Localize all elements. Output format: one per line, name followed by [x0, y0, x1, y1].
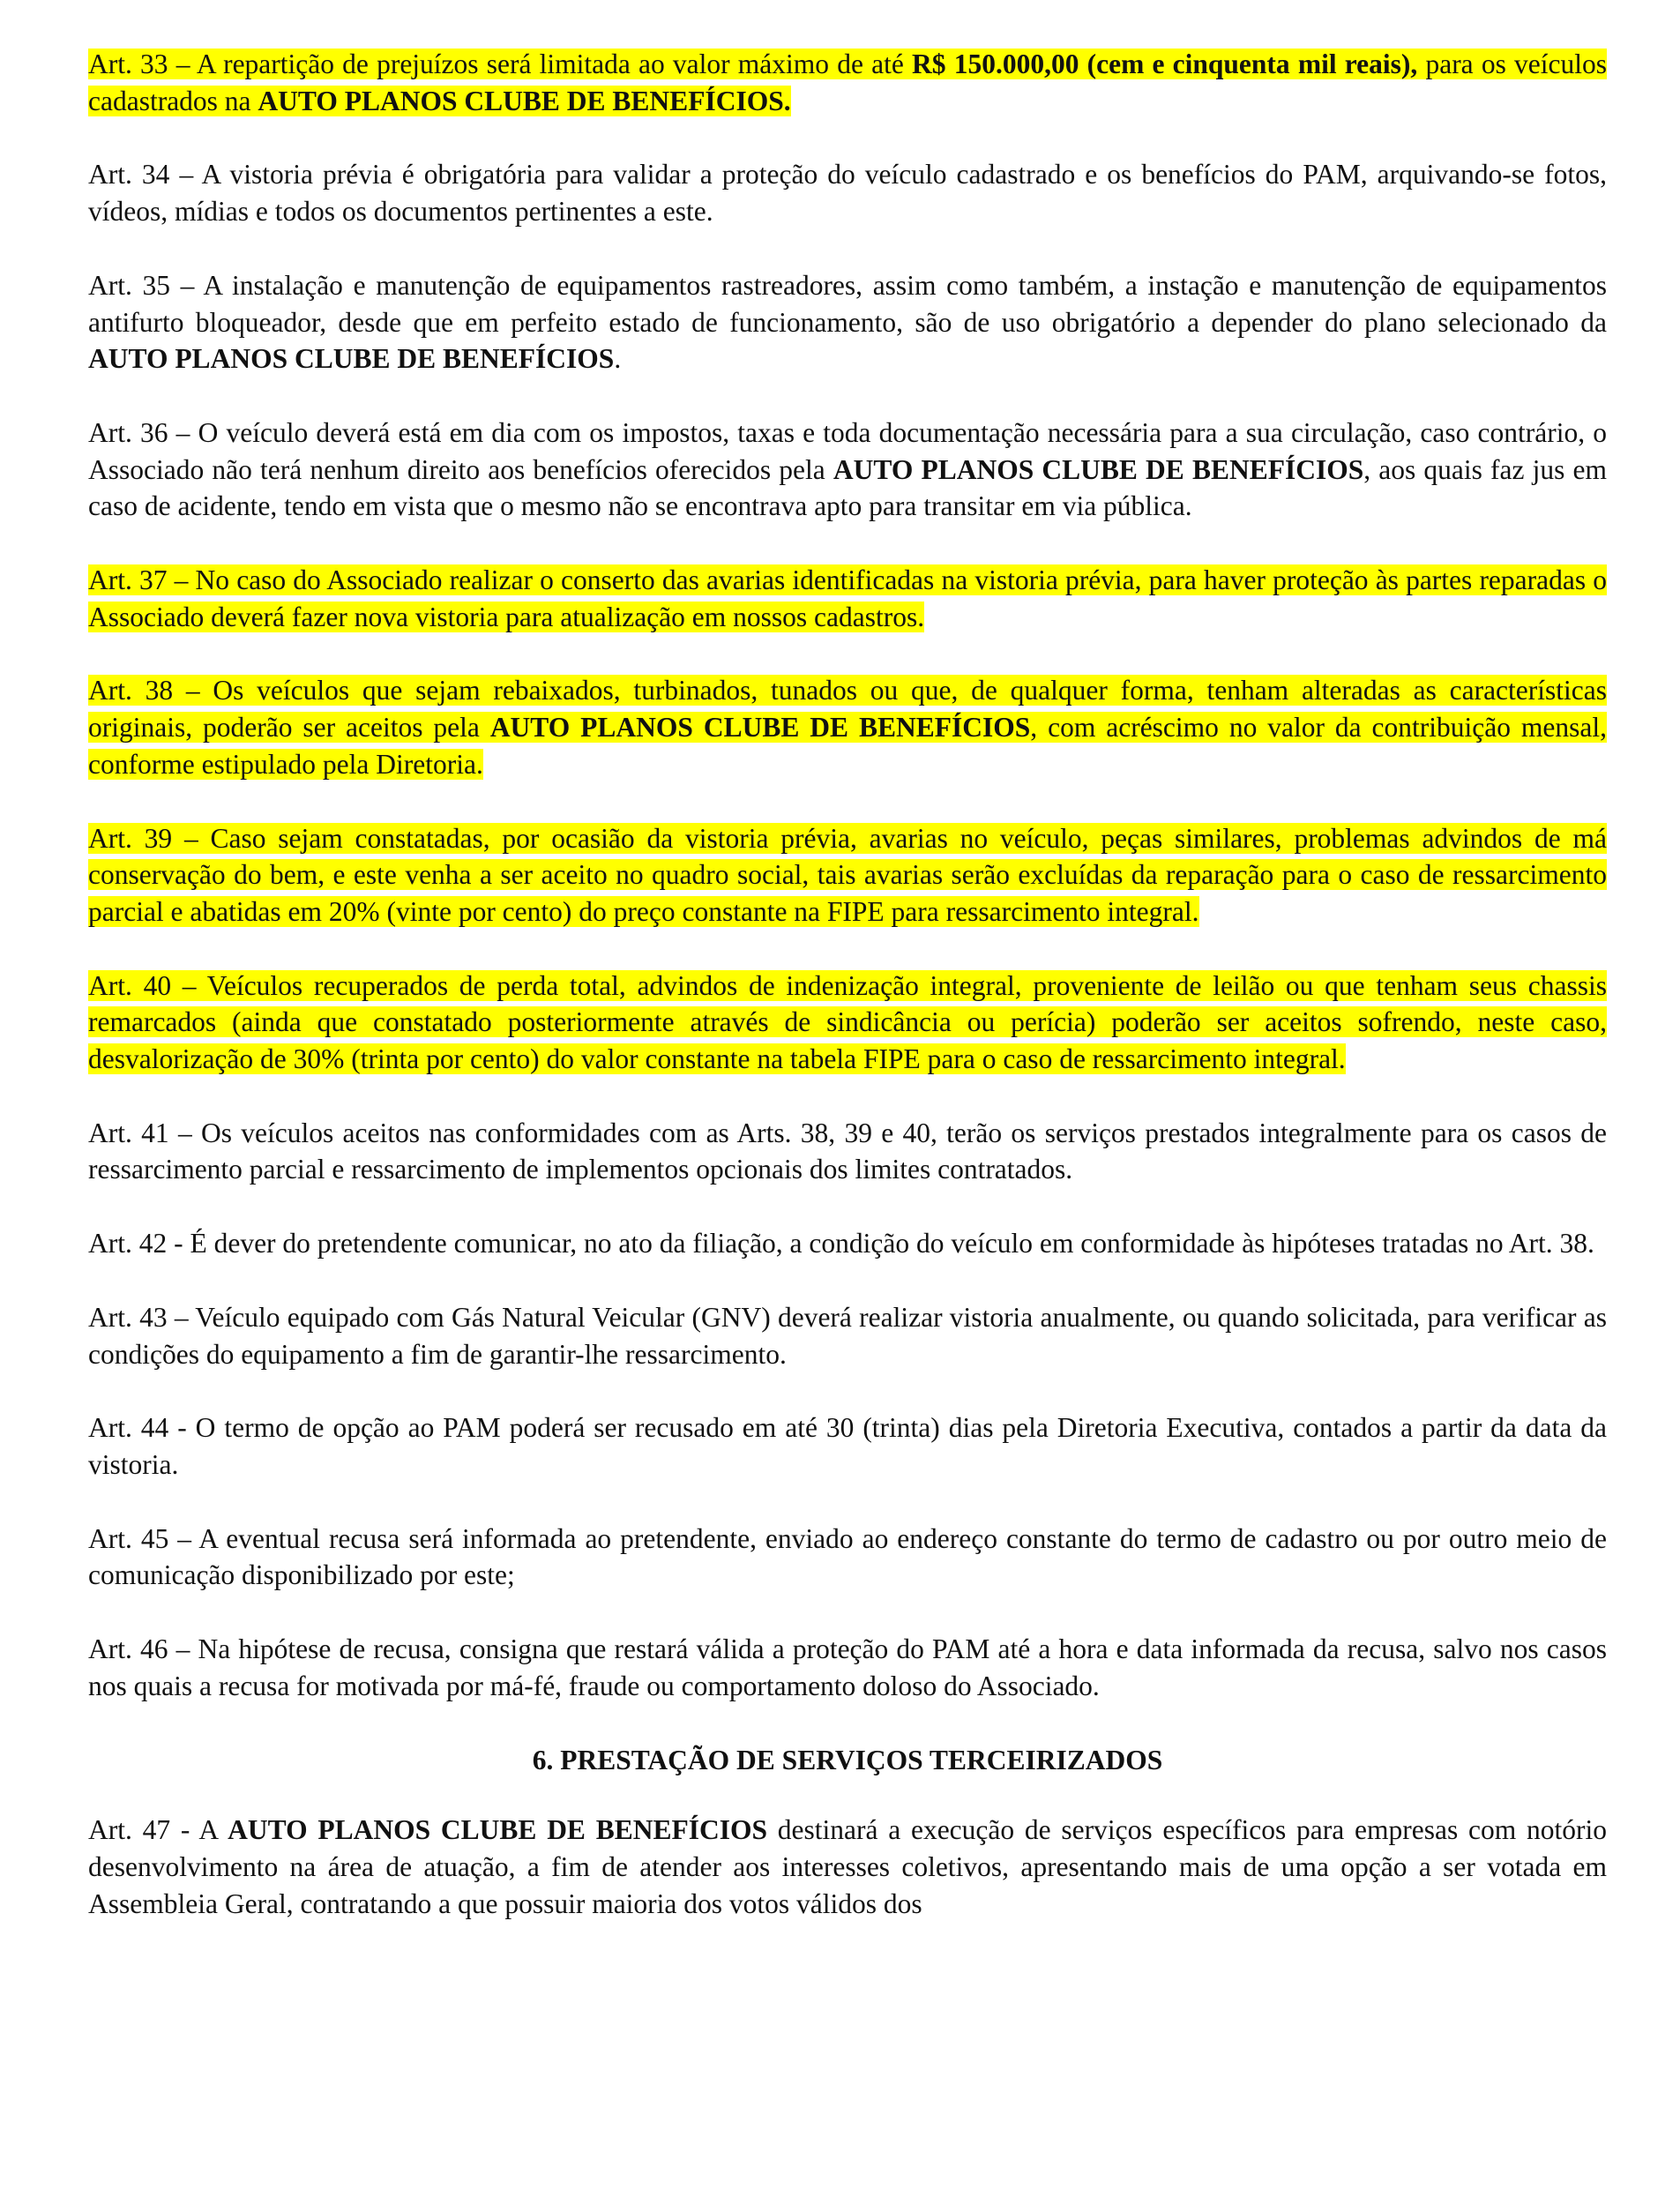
text-segment: Art. 38 – Os veículos que sejam rebaixados, turbinados, tunados ou que, de qualquer forma, tenham alteradas as características originais, poderão ser aceitos pela — [88, 675, 1607, 744]
text-segment: . — [614, 343, 622, 375]
text-segment: Art. 36 – O veículo deverá está em dia com os impostos, taxas e toda documentação necessária para a sua circulação, caso contrário, o Associado não terá nenhum direito aos benefícios oferecidos pela — [88, 416, 1607, 485]
highlighted-text — [88, 564, 1607, 632]
paragraph-text — [88, 159, 1607, 227]
text-segment: Art. 33 – A repartição de prejuízos será limitada ao valor máximo de até — [88, 49, 913, 79]
text-segment: Art. 43 – Veículo equipado com Gás Natural Veicular (GNV) deverá realizar vistoria anualmente, ou quando solicitada, para verificar as condições do equipamento a fim de garantir-lhe ressarcimento. — [88, 1301, 1607, 1370]
text-segment: , com acréscimo no valor da contribuição mensal, conforme estipulado pela Diretoria. — [88, 712, 1607, 780]
article-paragraph — [88, 267, 1607, 377]
paragraph-text — [88, 417, 1607, 521]
article-paragraph — [88, 1631, 1607, 1704]
bold-text: AUTO PLANOS CLUBE DE BENEFÍCIOS — [88, 343, 615, 375]
articles-list — [88, 46, 1607, 1705]
bold-text: AUTO PLANOS CLUBE DE BENEFÍCIOS — [228, 1814, 768, 1846]
paragraph-text — [88, 1633, 1607, 1701]
section-heading: 6. PRESTAÇÃO DE SERVIÇOS TERCEIRIZADOS — [532, 1744, 1163, 1775]
text-segment: Art. 45 – A eventual recusa será informada ao pretendente, enviado ao endereço constante do termo de cadastro ou por outro meio de comunicação disponibilizado por este; — [88, 1522, 1607, 1591]
text-segment: Art. 47 - A — [88, 1814, 228, 1846]
highlighted-text — [88, 49, 1607, 116]
bold-text: AUTO PLANOS CLUBE DE BENEFÍCIOS. — [258, 85, 791, 116]
paragraph-text — [88, 270, 1607, 374]
article-paragraph — [88, 46, 1607, 119]
text-segment: para os veículos cadastrados na — [88, 49, 1607, 116]
bold-text: AUTO PLANOS CLUBE DE BENEFÍCIOS — [489, 712, 1031, 744]
paragraph-text — [88, 1302, 1607, 1370]
paragraph-text — [88, 1228, 1594, 1259]
bold-text: R$ 150.000,00 (cem e cinquenta mil reais), — [912, 49, 1418, 79]
highlighted-text — [88, 970, 1607, 1074]
paragraph-text — [88, 1412, 1607, 1480]
article-paragraph — [88, 820, 1607, 931]
article-paragraph — [88, 1812, 1607, 1922]
article-paragraph — [88, 1115, 1607, 1188]
article-paragraph — [88, 968, 1607, 1078]
text-segment: Art. 37 – No caso do Associado realizar o conserto das avarias identificadas na vistoria prévia, para haver proteção às partes reparadas o Associado deverá fazer nova vistoria para atualização em nossos cadastros. — [88, 564, 1607, 632]
text-segment: Art. 44 - O termo de opção ao PAM poderá ser recusado em até 30 (trinta) dias pela Diretoria Executiva, contados a partir da data da vistoria. — [88, 1412, 1607, 1480]
text-segment: Art. 41 – Os veículos aceitos nas conformidades com as Arts. 38, 39 e 40, terão os serviços prestados integralmente para os casos de ressarcimento parcial e ressarcimento de implementos opcionais dos limites contratados. — [88, 1117, 1607, 1185]
article-paragraph — [88, 562, 1607, 635]
text-segment: , aos quais faz jus em caso de acidente, tendo em vista que o mesmo não se encontrava apto para transitar em via pública. — [88, 453, 1607, 522]
highlighted-text — [88, 823, 1607, 927]
article-paragraph — [88, 415, 1607, 525]
paragraph-text — [88, 1523, 1607, 1591]
final-article-container — [88, 1812, 1607, 1922]
text-segment: Art. 34 – A vistoria prévia é obrigatória para validar a proteção do veículo cadastrado e os benefícios do PAM, arquivando-se fotos, vídeos, mídias e todos os documentos pertinentes a este. — [88, 159, 1607, 228]
text-segment: Art. 46 – Na hipótese de recusa, consigna que restará válida a proteção do PAM até a hora e data informada da recusa, salvo nos casos nos quais a recusa for motivada por má-fé, fraude ou comportamento doloso do Associado. — [88, 1633, 1607, 1701]
text-segment: Art. 42 - É dever do pretendente comunicar, no ato da filiação, a condição do veículo em conformidade às hipóteses tratadas no Art. 38. — [88, 1228, 1594, 1259]
text-segment: destinará a execução de serviços específicos para empresas com notório desenvolvimento na área de atuação, a fim de atender aos interesses coletivos, apresentando mais de uma opção a ser votada em Assembleia Geral, contratando a que possuir maioria dos votos válidos dos — [88, 1814, 1607, 1919]
article-paragraph — [88, 1299, 1607, 1372]
bold-text: AUTO PLANOS CLUBE DE BENEFÍCIOS — [833, 453, 1364, 485]
article-paragraph — [88, 1225, 1607, 1262]
paragraph-text — [88, 1117, 1607, 1185]
document-page — [88, 46, 1607, 1959]
text-segment: Art. 39 – Caso sejam constatadas, por ocasião da vistoria prévia, avarias no veículo, peças similares, problemas advindos de má conservação do bem, e este venha a ser aceito no quadro social, tais avarias serão excluídas da reparação para o caso de ressarcimento parcial e abatidas em 20% (vinte por cento) do preço constante na FIPE para ressarcimento integral. — [88, 822, 1607, 927]
highlighted-text — [88, 675, 1607, 779]
article-paragraph — [88, 672, 1607, 782]
paragraph-text — [88, 1814, 1607, 1918]
text-segment: Art. 35 – A instalação e manutenção de equipamentos rastreadores, assim como também, a instação e manutenção de equipamentos antifurto bloqueador, desde que em perfeito estado de funcionamento, são de uso obrigatório a depender do plano selecionado da — [88, 269, 1607, 338]
article-paragraph — [88, 156, 1607, 229]
article-paragraph — [88, 1409, 1607, 1483]
article-paragraph — [88, 1521, 1607, 1594]
text-segment: Art. 40 – Veículos recuperados de perda total, advindos de indenização integral, proveniente de leilão ou que tenham seus chassis remarcados (ainda que constatado posteriormente através de sindicância ou perícia) poderão ser aceitos sofrendo, neste caso, desvalorização de 30% (trinta por cento) do valor constante na tabela FIPE para o caso de ressarcimento integral. — [88, 969, 1607, 1075]
